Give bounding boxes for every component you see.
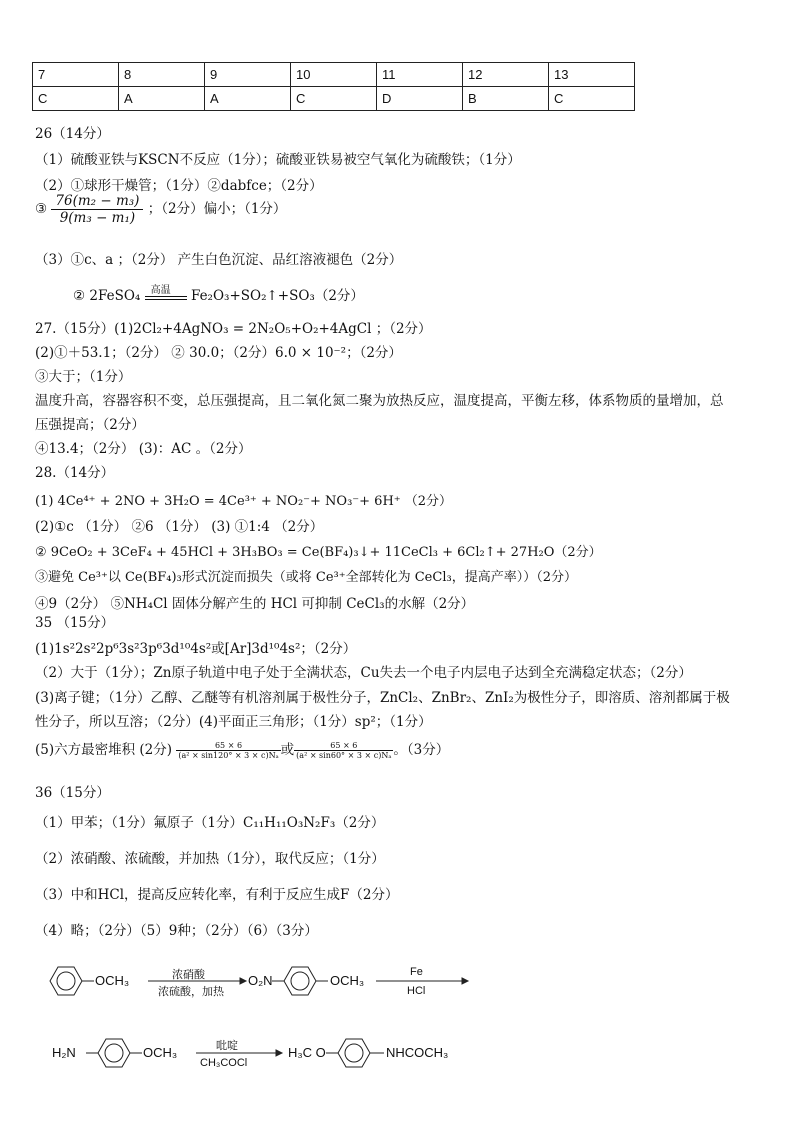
reaction-arrow-3 xyxy=(196,1050,282,1056)
equation-left: ② 2FeSO₄ xyxy=(73,288,141,304)
o2n-label: O₂N xyxy=(248,973,273,988)
reagent-top-3: 吡啶 xyxy=(216,1040,238,1052)
q36-line4: （4）略；（2分）（5）9种；（2分）（6）（3分） xyxy=(35,923,318,939)
table-cell: C xyxy=(549,87,635,111)
q26-title: 26（14分） xyxy=(35,126,110,142)
q28-line3: ② 9CeO₂ + 3CeF₄ + 45HCl + 3H₃BO₃ = Ce(BF₄)₃↓+ 11CeCl₃ + 6Cl₂↑+ 27H₂O（2分） xyxy=(35,545,602,560)
table-row xyxy=(33,87,635,111)
q26-line5 xyxy=(73,284,364,304)
och3-label-3: OCH₃ xyxy=(143,1045,178,1060)
fraction-numerator: 76(m₂ − m₃) xyxy=(51,193,143,210)
benzene-ring-anisidine xyxy=(86,1039,142,1067)
q35-line5 xyxy=(35,738,449,760)
table-cell: 13 xyxy=(549,63,635,87)
fraction-numerator: 65 × 6 xyxy=(176,741,280,751)
equals-condition xyxy=(145,284,187,304)
q28-line1: (1) 4Ce⁴⁺ + 2NO + 3H₂O = 4Ce³⁺ + NO₂⁻+ NO₃⁻+ 6H⁺ （2分） xyxy=(35,494,453,509)
q27-line6: ④13.4；（2分） (3)：AC 。（2分） xyxy=(35,441,252,457)
table-cell: C xyxy=(33,87,119,111)
reagent-top-1: 浓硝酸 xyxy=(172,969,205,981)
q36-line1: （1）甲苯；（1分）氟原子（1分）C₁₁H₁₁O₃N₂F₃（2分） xyxy=(35,815,385,831)
q35-line5-suffix: 。（3分） xyxy=(393,742,450,758)
q35-line3: (3)离子键；（1分）乙醇、乙醚等有机溶剂属于极性分子，ZnCl₂、ZnBr₂、ZnI₂为极性分子，即溶质、溶剂都属于极 xyxy=(35,690,730,706)
q35-line5-prefix: (5)六方最密堆积 (2分) xyxy=(35,742,173,758)
table-cell: B xyxy=(463,87,549,111)
reagent-bottom-1: 浓硫酸，加热 xyxy=(158,986,224,998)
q27-line2: (2)①＋53.1；（2分） ② 30.0；（2分）6.0 × 10⁻²；（2分） xyxy=(35,345,402,361)
q28-line4: ③避免 Ce³⁺以 Ce(BF₄)₃形式沉淀而损失（或将 Ce³⁺全部转化为 CeCl₃，提高产率））（2分） xyxy=(35,570,577,585)
reagent-bottom-2: HCl xyxy=(407,985,426,997)
fraction-denominator: (a² × sin120° × 3 × c)Nₐ xyxy=(178,751,279,760)
q35-title: 35 （15分） xyxy=(35,615,115,631)
q27-line4: 温度升高，容器容积不变，总压强提高，且二氧化氮二聚为放热反应，温度提高，平衡左移，体系物质的量增加，总 xyxy=(35,393,724,409)
equation-right: Fe₂O₃+SO₂↑+SO₃（2分） xyxy=(190,288,364,304)
fraction-denominator: 9(m₃ − m₁) xyxy=(59,210,136,226)
q36-line2: （2）浓硝酸、浓硫酸，并加热（1分），取代反应；（1分） xyxy=(35,851,385,867)
q27-line5: 压强提高；（2分） xyxy=(35,417,145,433)
answer-table xyxy=(32,62,635,111)
table-cell: 11 xyxy=(377,63,463,87)
q27-line1: 27.（15分）(1)2Cl₂+4AgNO₃ = 2N₂O₅+O₂+4AgCl ；（2分） xyxy=(35,321,432,337)
q35-line1: (1)1s²2s²2p⁶3s²3p⁶3d¹⁰4s²或[Ar]3d¹⁰4s²；（2分） xyxy=(35,641,357,657)
density-fraction-1 xyxy=(176,741,280,760)
q26-line4: （3）①c、a ；（2分） 产生白色沉淀、品红溶液褪色（2分） xyxy=(35,252,403,268)
q28-line5: ④9（2分） ⑤NH₄Cl 固体分解产生的 HCl 可抑制 CeCl₃的水解（2分） xyxy=(35,596,475,612)
table-cell: 12 xyxy=(463,63,549,87)
table-cell: D xyxy=(377,87,463,111)
h3co-label: H₃C O xyxy=(288,1045,326,1060)
table-cell: A xyxy=(119,87,205,111)
q26-line3 xyxy=(35,193,286,226)
mass-fraction xyxy=(51,193,143,226)
condition-label: 高温 xyxy=(150,284,171,296)
circle-3: ③ xyxy=(35,201,48,217)
or-text: 或 xyxy=(280,742,295,758)
q26-line3-suffix: ；（2分）偏小；（1分） xyxy=(147,201,287,217)
table-cell: 9 xyxy=(205,63,291,87)
och3-label-2: OCH₃ xyxy=(330,973,365,988)
table-cell: C xyxy=(291,87,377,111)
table-cell: 8 xyxy=(119,63,205,87)
reagent-top-2: Fe xyxy=(410,966,423,978)
q26-line1: （1）硫酸亚铁与KSCN不反应（1分）；硫酸亚铁易被空气氧化为硫酸铁；（1分） xyxy=(35,152,521,168)
q26-line2: （2）①球形干燥管；（1分）②dabfce；（2分） xyxy=(35,178,323,194)
h2n-label: H₂N xyxy=(52,1045,76,1060)
benzene-ring-product xyxy=(326,1039,384,1067)
density-fraction-2 xyxy=(294,741,393,760)
benzene-ring-nitroanisole xyxy=(272,967,328,995)
table-row xyxy=(33,63,635,87)
table-cell: 10 xyxy=(291,63,377,87)
nhcoch3-label: NHCOCH₃ xyxy=(386,1045,449,1060)
benzene-ring-anisole xyxy=(50,967,94,995)
fraction-denominator: (a² × sin60° × 3 × c)Nₐ xyxy=(296,751,392,760)
reaction-arrow-2 xyxy=(376,978,468,984)
q28-line2: (2)①c （1分） ②6 （1分） (3) ①1:4 （2分） xyxy=(35,519,324,535)
fraction-numerator: 65 × 6 xyxy=(294,741,393,751)
reagent-bottom-3: CH₃COCl xyxy=(200,1057,248,1069)
och3-label-1: OCH₃ xyxy=(95,973,130,988)
table-cell: 7 xyxy=(33,63,119,87)
q36-title: 36（15分） xyxy=(35,785,110,801)
q35-line4: 性分子，所以互溶；（2分）(4)平面正三角形；（1分）sp²；（1分） xyxy=(35,714,432,730)
q28-title: 28.（14分） xyxy=(35,465,115,481)
q36-line3: （3）中和HCl，提高反应转化率，有利于反应生成F（2分） xyxy=(35,887,399,903)
q35-line2: （2）大于（1分）；Zn原子轨道中电子处于全满状态，Cu失去一个电子内层电子达到全充满稳定状态；（2分） xyxy=(35,665,692,681)
q27-line3: ③大于；（1分） xyxy=(35,369,132,385)
table-cell: A xyxy=(205,87,291,111)
